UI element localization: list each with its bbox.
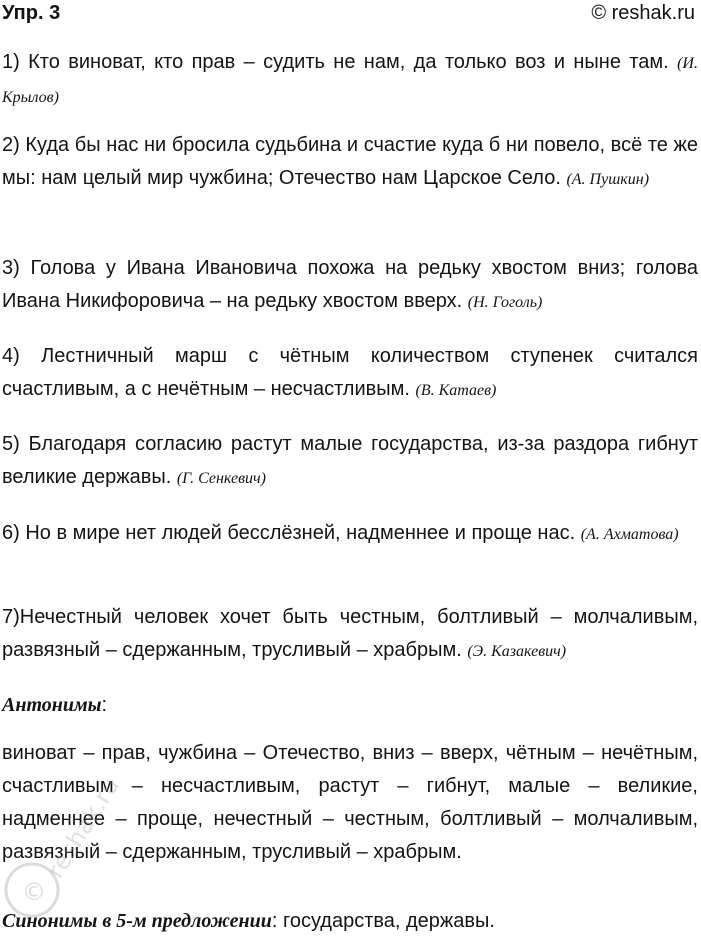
synonyms-text: : государства, державы.	[271, 910, 495, 932]
sentence-3	[2, 252, 698, 319]
sentence-1	[2, 46, 698, 114]
sentence-author: (И. Крылов)	[2, 55, 698, 106]
page-header	[0, 0, 701, 30]
sentence-6	[2, 517, 698, 551]
sentence-text: 1) Кто виноват, кто прав – судить не нам, да только воз и ныне там.	[2, 51, 669, 73]
site-credit: © reshak.ru	[591, 2, 695, 24]
sentence-author: (Э. Казакевич)	[467, 643, 567, 660]
synonyms-line	[2, 905, 698, 938]
sentence-text: 2) Куда бы нас ни бросила судьбина и счастие куда б ни повело, всё те же мы: нам целый мир чужбина; Отечество нам Царское Село.	[2, 134, 698, 189]
sentence-2	[2, 129, 698, 196]
svg-text:reshak.ru: reshak.ru	[41, 772, 126, 884]
antonyms-label: Антонимы	[2, 694, 102, 716]
sentence-author: (В. Катаев)	[415, 382, 497, 399]
sentence-text: 5) Благодаря согласию растут малые государства, из-за раздора гибнут великие державы.	[2, 433, 698, 488]
svg-text:©: ©	[22, 878, 46, 906]
antonyms-list: виноват – прав, чужбина – Отечество, вниз – вверх, чётным – нечётным, счастливым – несчастливым, растут – гибнут, малые – великие, надменнее – проще, нечестный – честным, болтливый – молчаливым, развязный – сдержанным, трусливый – храбрым.	[2, 742, 698, 863]
synonyms-label: Синонимы в 5-м предложении	[2, 910, 272, 932]
sentence-text: 3) Голова у Ивана Ивановича похожа на редьку хвостом вниз; голова Ивана Никифоровича – на редьку хвостом вверх.	[2, 257, 698, 312]
sentence-author: (Н. Гоголь)	[467, 294, 543, 311]
sentence-text: 6) Но в мире нет людей бесслёзней, надменнее и проще нас.	[2, 522, 576, 544]
antonyms-heading	[2, 689, 698, 722]
sentence-5	[2, 428, 698, 495]
sentence-text: 7)Нечестный человек хочет быть честным, болтливый – молчаливым, развязный – сдержанным, трусливый – храбрым.	[2, 606, 698, 661]
antonyms-colon: :	[101, 694, 108, 716]
sentence-4	[2, 340, 698, 407]
sentence-author: (А. Ахматова)	[580, 526, 679, 543]
sentence-author: (Г. Сенкевич)	[176, 470, 266, 487]
exercise-title: Упр. 3	[2, 2, 61, 24]
sentence-7	[2, 601, 698, 668]
sentence-author: (А. Пушкин)	[566, 171, 650, 188]
sentence-text: 4) Лестничный марш с чётным количеством ступенек считался счастливым, а с нечётным – несчастливым.	[2, 345, 698, 400]
